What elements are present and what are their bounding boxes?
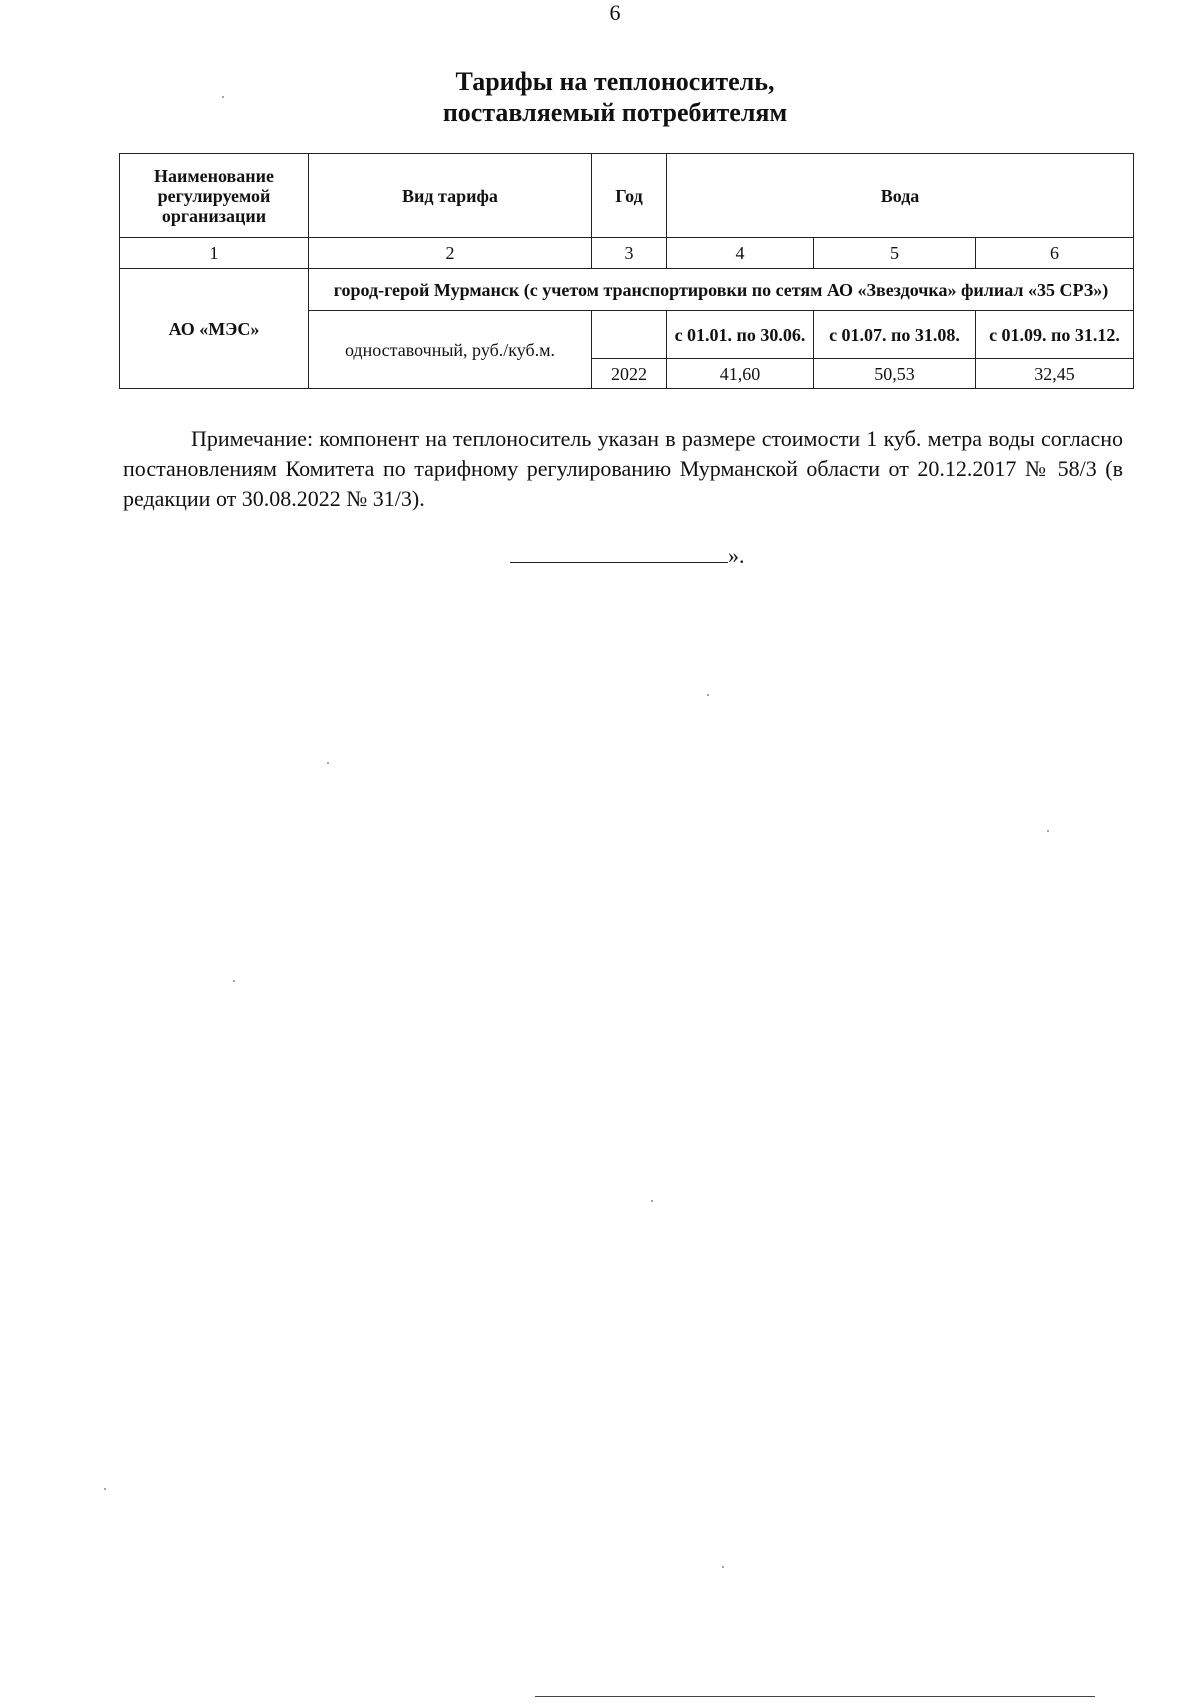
period-3: с 01.09. по 31.12. — [976, 311, 1134, 359]
closing-quote: ». — [728, 543, 745, 568]
column-number: 6 — [976, 238, 1134, 269]
closing-line — [510, 540, 745, 569]
scan-speck — [707, 694, 709, 696]
year-empty-cell — [592, 311, 667, 359]
document-title — [0, 66, 1200, 128]
column-number-row — [120, 238, 1134, 269]
title-line-1: Тарифы на теплоноситель, — [455, 67, 775, 96]
tariff-value-3: 32,45 — [976, 359, 1134, 389]
scan-speck — [222, 96, 224, 98]
page-number: 6 — [609, 0, 621, 25]
column-number: 3 — [592, 238, 667, 269]
year-value: 2022 — [592, 359, 667, 389]
tariff-value-2: 50,53 — [814, 359, 976, 389]
scan-speck — [1047, 830, 1049, 832]
note-text: Примечание: компонент на теплоноситель указан в размере стоимости 1 куб. метра воды согласно постановлениям Комитета по тарифному регулированию Мурманской области от 20.12.2017 № 58/3 (в редакции от 30.08.2022 № 31/3). — [123, 426, 1123, 511]
scan-speck — [327, 762, 329, 764]
tariff-value-1: 41,60 — [667, 359, 814, 389]
title-line-2: поставляемый потребителям — [442, 98, 788, 127]
column-number: 1 — [120, 238, 309, 269]
period-2: с 01.07. по 31.08. — [814, 311, 976, 359]
column-number: 2 — [309, 238, 592, 269]
header-organization: Наименование регулируемой организации — [120, 154, 309, 238]
scan-speck — [104, 1488, 106, 1490]
section-title: город-герой Мурманск (с учетом транспортировки по сетям АО «Звездочка» филиал «35 СРЗ») — [309, 269, 1134, 311]
organization-name: АО «МЭС» — [120, 269, 309, 389]
scan-speck — [651, 1200, 653, 1202]
column-number: 4 — [667, 238, 814, 269]
tariff-table — [119, 153, 1134, 389]
scan-speck — [722, 1566, 724, 1568]
header-tariff-type: Вид тарифа — [309, 154, 592, 238]
column-number: 5 — [814, 238, 976, 269]
tariff-type-value: одноставочный, руб./куб.м. — [309, 311, 592, 389]
footer-rule — [535, 1696, 1095, 1697]
blank-underline — [510, 540, 728, 563]
period-1: с 01.01. по 30.06. — [667, 311, 814, 359]
scan-speck — [233, 980, 235, 982]
header-water: Вода — [667, 154, 1134, 238]
note-paragraph — [123, 424, 1123, 514]
header-year: Год — [592, 154, 667, 238]
